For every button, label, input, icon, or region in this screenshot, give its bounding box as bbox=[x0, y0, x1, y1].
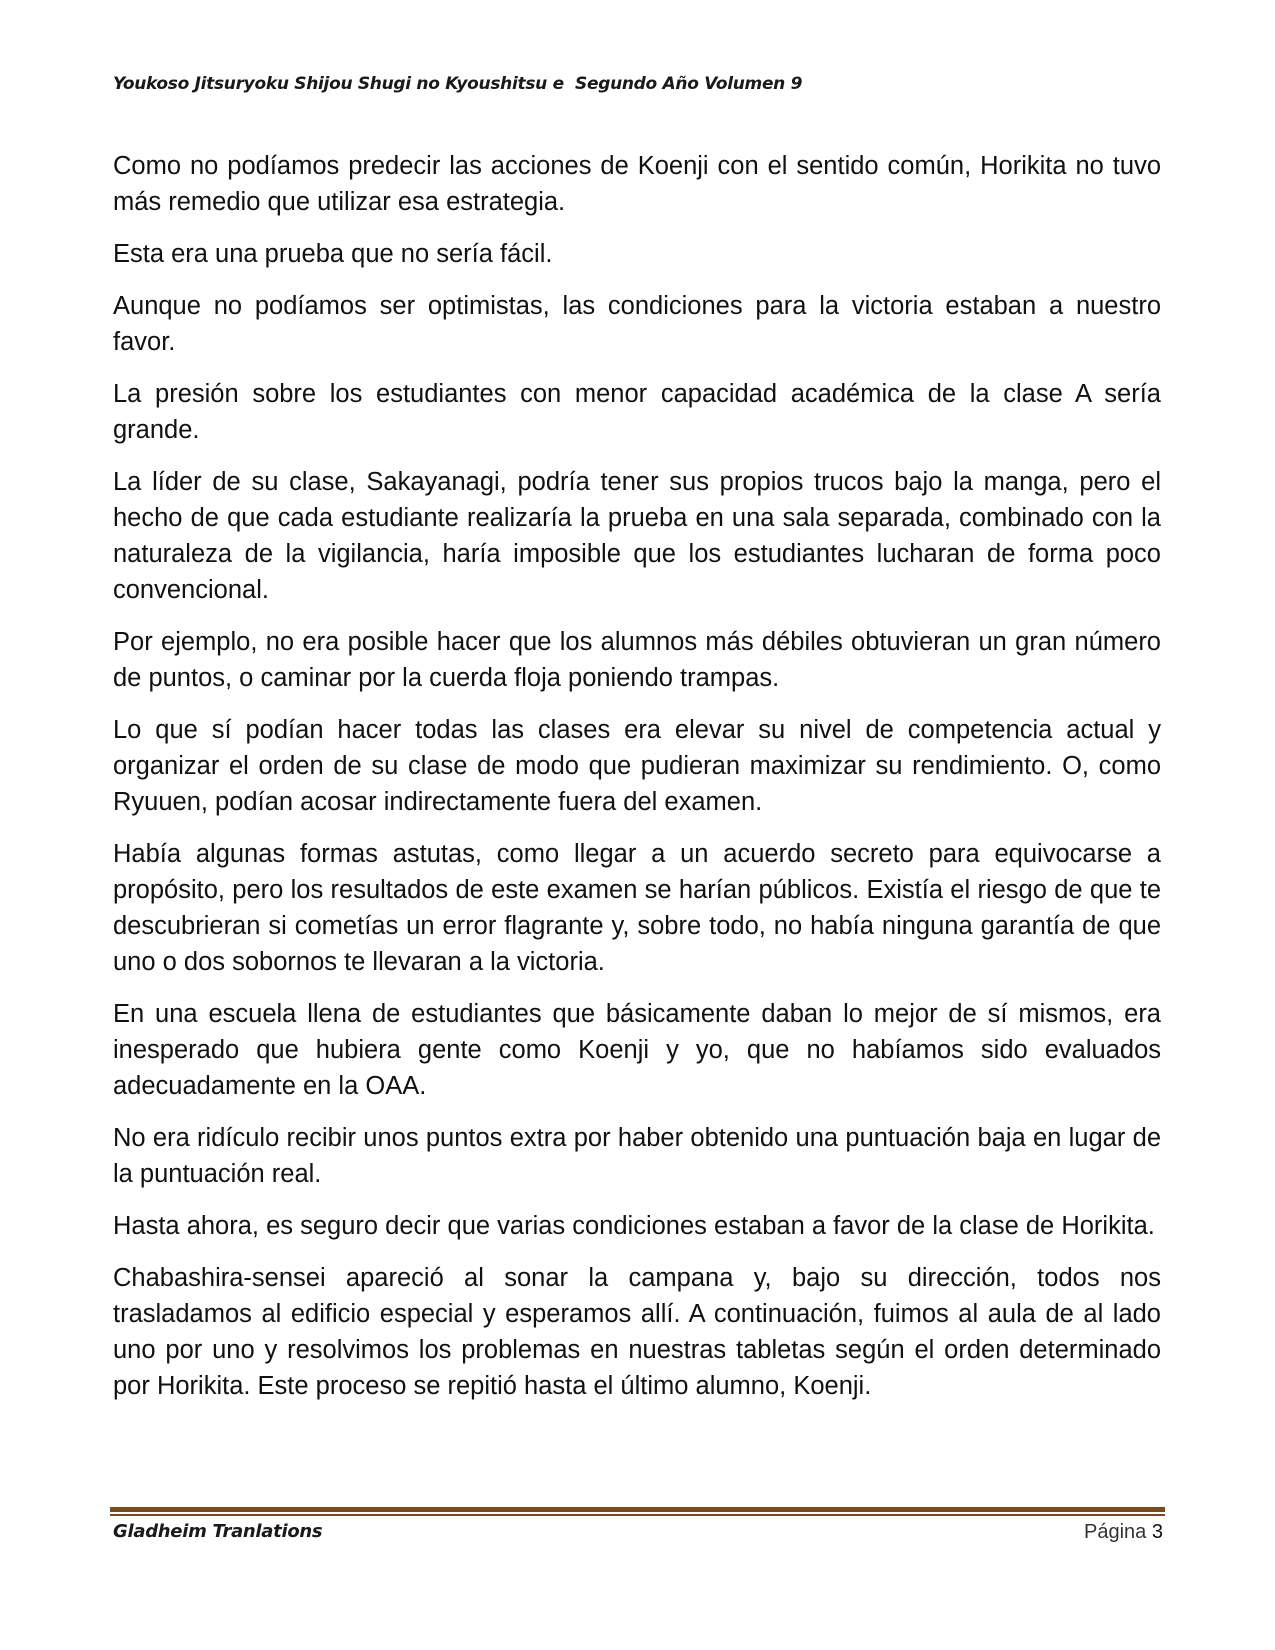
paragraph: No era ridículo recibir unos puntos extra por haber obtenido una puntuación baja en lugar de la puntuación real. bbox=[113, 1124, 1161, 1188]
body-text bbox=[113, 148, 1161, 1420]
paragraph: Hasta ahora, es seguro decir que varias condiciones estaban a favor de la clase de Horikita. bbox=[113, 1212, 1155, 1240]
paragraph: Lo que sí podían hacer todas las clases era elevar su nivel de competencia actual y organizar el orden de su clase de modo que pudieran maximizar su rendimiento. O, como Ryuuen, podían acosar indirectamente fuera del examen. bbox=[113, 716, 1161, 816]
page-label: Página bbox=[1084, 1521, 1147, 1543]
paragraph: Por ejemplo, no era posible hacer que los alumnos más débiles obtuvieran un gran número de puntos, o caminar por la cuerda floja poniendo trampas. bbox=[113, 628, 1161, 692]
paragraph: Esta era una prueba que no sería fácil. bbox=[113, 240, 553, 268]
paragraph: La presión sobre los estudiantes con menor capacidad académica de la clase A sería grande. bbox=[113, 380, 1161, 444]
paragraph: En una escuela llena de estudiantes que básicamente daban lo mejor de sí mismos, era inesperado que hubiera gente como Koenji y yo, que no habíamos sido evaluados adecuadamente en la OAA. bbox=[113, 1000, 1161, 1100]
paragraph: Había algunas formas astutas, como llegar a un acuerdo secreto para equivocarse a propósito, pero los resultados de este examen se harían públicos. Existía el riesgo de que te descubrieran si cometías un error flagrante y, sobre todo, no había ninguna garantía de que uno o dos sobornos te llevaran a la victoria. bbox=[113, 840, 1161, 976]
paragraph: La líder de su clase, Sakayanagi, podría tener sus propios trucos bajo la manga, pero el hecho de que cada estudiante realizaría la prueba en una sala separada, combinado con la naturaleza de la vigilancia, haría imposible que los estudiantes lucharan de forma poco convencional. bbox=[113, 468, 1161, 604]
footer-divider-thin bbox=[110, 1514, 1165, 1516]
running-header: Youkoso Jitsuryoku Shijou Shugi no Kyoushitsu e Segundo Año Volumen 9 bbox=[113, 74, 803, 94]
paragraph: Chabashira-sensei apareció al sonar la campana y, bajo su dirección, todos nos trasladamos al edificio especial y esperamos allí. A continuación, fuimos al aula de al lado uno por uno y resolvimos los problemas en nuestras tabletas según el orden determinado por Horikita. Este proceso se repitió hasta el último alumno, Koenji. bbox=[113, 1264, 1161, 1400]
page-number bbox=[1084, 1521, 1163, 1544]
page-number-value: 3 bbox=[1151, 1521, 1163, 1543]
paragraph: Como no podíamos predecir las acciones de Koenji con el sentido común, Horikita no tuvo más remedio que utilizar esa estrategia. bbox=[113, 152, 1161, 216]
translator-credit: Gladheim Tranlations bbox=[113, 1521, 323, 1542]
footer-divider bbox=[110, 1507, 1165, 1512]
paragraph: Aunque no podíamos ser optimistas, las condiciones para la victoria estaban a nuestro favor. bbox=[113, 292, 1161, 356]
